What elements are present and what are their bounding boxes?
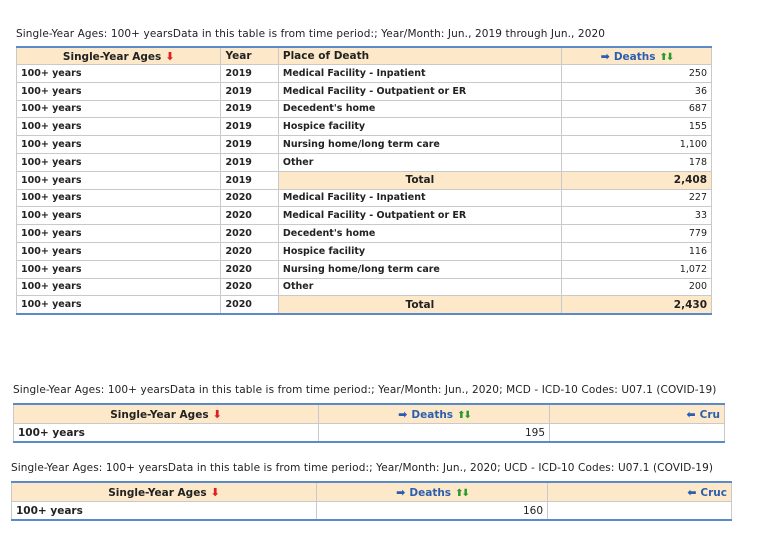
cell-age: 100+ years (17, 278, 221, 296)
arrow-right-icon[interactable]: ➡ (600, 49, 610, 63)
table-row (17, 189, 712, 207)
col-header-label: Year (225, 50, 252, 62)
cell-place-of-death: Hospice facility (278, 242, 561, 260)
cell-total-label: Total (278, 296, 561, 314)
cell-year: 2019 (221, 100, 278, 118)
table-row (17, 136, 712, 154)
cell-age: 100+ years (17, 171, 221, 189)
table-row (17, 225, 712, 243)
arrow-right-icon[interactable]: ➡ (398, 407, 408, 421)
cell-year: 2020 (221, 242, 278, 260)
table-row (17, 207, 712, 225)
table-row (14, 424, 725, 443)
col-header-crude-rate[interactable] (548, 482, 732, 502)
cell-year: 2020 (221, 260, 278, 278)
sort-descending-icon[interactable]: ⬇ (210, 485, 220, 499)
col-header-label: Deaths (613, 50, 656, 63)
table-header-row (12, 482, 732, 502)
cell-deaths: 33 (561, 207, 711, 225)
table-header-row (14, 404, 725, 424)
cell-age: 100+ years (17, 242, 221, 260)
cell-place-of-death: Decedent's home (278, 100, 561, 118)
cell-age: 100+ years (17, 225, 221, 243)
cell-place-of-death: Medical Facility - Inpatient (278, 65, 561, 83)
col-header-place-of-death[interactable] (278, 47, 561, 65)
col-header-deaths[interactable] (561, 47, 711, 65)
cell-age: 100+ years (12, 502, 317, 521)
table-row (17, 100, 712, 118)
cell-year: 2019 (221, 82, 278, 100)
col-header-label: Place of Death (282, 50, 370, 62)
sort-toggle-icon[interactable]: ⬆⬇ (455, 487, 468, 499)
cell-deaths: 160 (317, 502, 548, 521)
cell-place-of-death: Medical Facility - Outpatient or ER (278, 207, 561, 225)
cell-crude-rate (548, 502, 732, 521)
cell-deaths: 178 (561, 153, 711, 171)
cell-year: 2019 (221, 118, 278, 136)
cell-deaths: 227 (561, 189, 711, 207)
cell-year: 2019 (221, 153, 278, 171)
cell-age: 100+ years (17, 189, 221, 207)
cell-place-of-death: Nursing home/long term care (278, 136, 561, 154)
table3-caption: Single-Year Ages: 100+ yearsData in this table is from time period:; Year/Month: Jun., 2020; UCD - ICD-10 Codes: U07.1 (COVID-19) (11, 462, 714, 474)
cell-deaths: 195 (319, 424, 550, 443)
cell-place-of-death: Other (278, 153, 561, 171)
cell-place-of-death: Other (278, 278, 561, 296)
cell-age: 100+ years (17, 82, 221, 100)
results-table-ucd-covid (11, 481, 732, 521)
cell-age: 100+ years (17, 118, 221, 136)
cell-deaths: 1,100 (561, 136, 711, 154)
col-header-label: Single-Year Ages (108, 486, 207, 499)
sort-descending-icon[interactable]: ⬇ (212, 407, 222, 421)
sort-toggle-icon[interactable]: ⬆⬇ (457, 409, 470, 421)
cell-place-of-death: Decedent's home (278, 225, 561, 243)
cell-deaths: 36 (561, 82, 711, 100)
col-header-label: Deaths (411, 408, 454, 421)
cell-place-of-death: Medical Facility - Outpatient or ER (278, 82, 561, 100)
table-header-row (17, 47, 712, 65)
cell-age: 100+ years (17, 100, 221, 118)
table-row (17, 118, 712, 136)
cell-deaths: 1,072 (561, 260, 711, 278)
table1-caption: Single-Year Ages: 100+ yearsData in this table is from time period:; Year/Month: Jun., 2019 through Jun., 2020 (16, 28, 606, 40)
results-table-mcd-covid (13, 403, 725, 443)
arrow-right-icon[interactable]: ➡ (396, 485, 406, 499)
cell-deaths: 155 (561, 118, 711, 136)
sort-toggle-icon[interactable]: ⬆⬇ (659, 51, 673, 63)
col-header-single-year-ages[interactable] (17, 47, 221, 65)
cell-age: 100+ years (14, 424, 319, 443)
cell-total-deaths: 2,408 (561, 171, 711, 189)
col-header-label: Deaths (409, 486, 452, 499)
table2-caption: Single-Year Ages: 100+ yearsData in this table is from time period:; Year/Month: Jun., 2020; MCD - ICD-10 Codes: U07.1 (COVID-19) (13, 384, 717, 396)
table-row (12, 502, 732, 521)
col-header-year[interactable] (221, 47, 278, 65)
cell-year: 2020 (221, 207, 278, 225)
cell-age: 100+ years (17, 296, 221, 314)
table-row (17, 171, 712, 189)
cell-year: 2020 (221, 296, 278, 314)
cell-deaths: 116 (561, 242, 711, 260)
cell-year: 2019 (221, 65, 278, 83)
col-header-single-year-ages[interactable] (12, 482, 317, 502)
col-header-crude-rate[interactable] (550, 404, 725, 424)
table-row (17, 65, 712, 83)
table-row (17, 153, 712, 171)
cell-total-deaths: 2,430 (561, 296, 711, 314)
sort-descending-icon[interactable]: ⬇ (165, 49, 175, 63)
cell-year: 2020 (221, 189, 278, 207)
col-header-label: Single-Year Ages (110, 408, 209, 421)
cell-place-of-death: Medical Facility - Inpatient (278, 189, 561, 207)
col-header-label: Cru (699, 408, 720, 421)
arrow-left-icon[interactable]: ⬅ (687, 485, 697, 499)
col-header-single-year-ages[interactable] (14, 404, 319, 424)
table-row (17, 260, 712, 278)
arrow-left-icon[interactable]: ⬅ (686, 407, 696, 421)
cell-deaths: 687 (561, 100, 711, 118)
cell-place-of-death: Hospice facility (278, 118, 561, 136)
cell-age: 100+ years (17, 207, 221, 225)
cell-age: 100+ years (17, 65, 221, 83)
cell-crude-rate (550, 424, 725, 443)
table-row (17, 82, 712, 100)
cell-age: 100+ years (17, 260, 221, 278)
cell-year: 2019 (221, 136, 278, 154)
cell-deaths: 200 (561, 278, 711, 296)
cell-age: 100+ years (17, 153, 221, 171)
results-table-place-of-death (16, 46, 712, 315)
col-header-label: Single-Year Ages (62, 50, 162, 63)
cell-year: 2019 (221, 171, 278, 189)
cell-place-of-death: Nursing home/long term care (278, 260, 561, 278)
cell-deaths: 250 (561, 65, 711, 83)
col-header-deaths[interactable] (317, 482, 548, 502)
cell-deaths: 779 (561, 225, 711, 243)
col-header-deaths[interactable] (319, 404, 550, 424)
table-row (17, 296, 712, 314)
col-header-label: Cruc (700, 486, 727, 499)
table-row (17, 242, 712, 260)
cell-total-label: Total (278, 171, 561, 189)
table-row (17, 278, 712, 296)
cell-age: 100+ years (17, 136, 221, 154)
cell-year: 2020 (221, 225, 278, 243)
cell-year: 2020 (221, 278, 278, 296)
